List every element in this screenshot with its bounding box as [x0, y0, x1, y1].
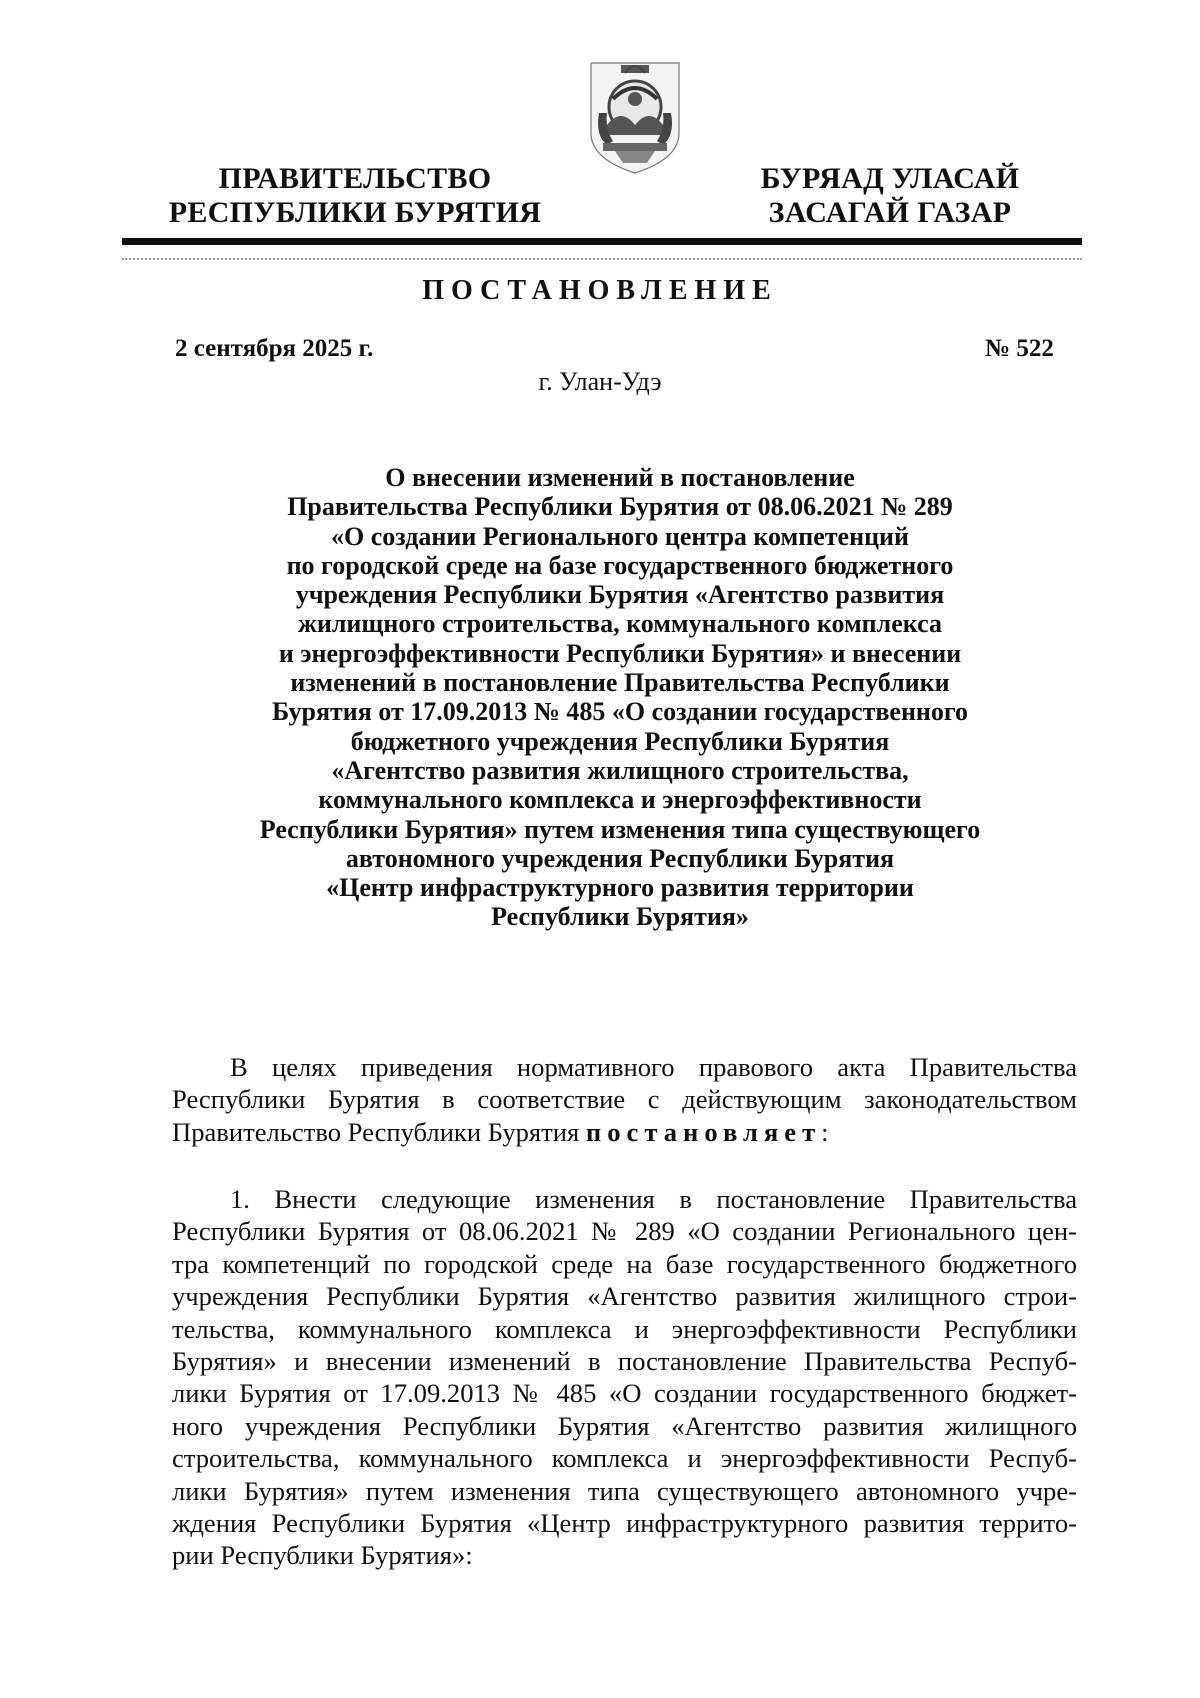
preamble-line: Республики Бурятия в соответствие с действующим законодательством [172, 1084, 1077, 1115]
subject-line: и энергоэффективности Республики Бурятия» и внесении [278, 638, 962, 668]
item-1-line: рии Республики Бурятия»: [172, 1540, 473, 1571]
subject-line: О внесении изменений в постановление [385, 463, 855, 492]
document-type-title: ПОСТАНОВЛЕНИЕ [422, 275, 778, 306]
government-name-ru [150, 162, 560, 230]
item-1-line: Бурятия» и внесении изменений в постановление Правительства Респуб- [172, 1346, 1077, 1377]
header-right-line1: БУРЯАД УЛАСАЙ [760, 162, 1020, 195]
item-1-line: учреждения Республики Бурятия «Агентство развития жилищного строи- [172, 1281, 1077, 1312]
document-date: 2 сентября 2025 г. [175, 335, 374, 362]
preamble-line3-text: Правительство Республики Бурятия [172, 1116, 586, 1147]
subject-line: по городской среде на базе государственного бюджетного [286, 550, 954, 580]
subject-line: Республики Бурятия» путем изменения типа существующего [259, 814, 981, 844]
document-subject [200, 463, 1040, 932]
preamble-colon: : [821, 1116, 829, 1147]
item-1-line: ждения Республики Бурятия «Центр инфраструктурного развития террито- [172, 1508, 1077, 1539]
preamble-paragraph [172, 1051, 1077, 1148]
header-right-line2: ЗАСАГАЙ ГАЗАР [768, 196, 1012, 229]
item-1-line: строительства, коммунального комплекса и энергоэффективности Респуб- [172, 1443, 1077, 1474]
subject-line: «О создании Регионального центра компетенций [330, 521, 910, 551]
item-1-line: тельства, коммунального комплекса и энергоэффективности Республики [172, 1313, 1077, 1344]
subject-line: автономного учреждения Республики Бурятия [345, 843, 895, 873]
subject-line: Республики Бурятия» [491, 902, 749, 932]
header-left-line1: ПРАВИТЕЛЬСТВО [218, 162, 492, 195]
header-divider-thick [122, 238, 1082, 245]
resolves-keyword: постановляет [585, 1116, 822, 1147]
subject-line: Правительства Республики Бурятия от 08.06.2021 № 289 [287, 492, 953, 522]
subject-line: бюджетного учреждения Республики Бурятия [350, 726, 890, 756]
document-number: № 522 [985, 335, 1054, 362]
preamble-line: В целях приведения нормативного правового акта Правительства [230, 1052, 1077, 1082]
item-1-line: 1. Внести следующие изменения в постановление Правительства [230, 1184, 1077, 1214]
subject-line: жилищного строительства, коммунального комплекса [298, 609, 942, 639]
subject-line: изменений в постановление Правительства Республики [290, 668, 950, 698]
government-name-bua [720, 162, 1060, 230]
preamble-line [172, 1116, 1077, 1148]
subject-line: Бурятия от 17.09.2013 № 485 «О создании государственного [271, 697, 969, 727]
subject-line: «Центр инфраструктурного развития территории [326, 873, 914, 903]
subject-line: коммунального комплекса и энергоэффективности [318, 785, 922, 815]
item-1-line: ного учреждения Республики Бурятия «Агентство развития жилищного [172, 1410, 1077, 1441]
item-1-line: тра компетенций по городской среде на базе государственного бюджетного [172, 1248, 1077, 1279]
coat-of-arms-icon [585, 55, 685, 177]
item-1-paragraph [172, 1183, 1077, 1572]
header-divider-thin [122, 258, 1082, 260]
subject-line: учреждения Республики Бурятия «Агентство развития [295, 580, 945, 610]
header-left-line2: РЕСПУБЛИКИ БУРЯТИЯ [168, 196, 542, 229]
subject-line: «Агентство развития жилищного строительства, [331, 755, 909, 785]
item-1-line: лики Бурятия от 17.09.2013 № 485 «О создании государственного бюджет- [172, 1378, 1077, 1409]
document-city: г. Улан-Удэ [538, 367, 662, 396]
item-1-line: лики Бурятия» путем изменения типа существующего автономного учре- [172, 1475, 1077, 1506]
item-1-line: Республики Бурятия от 08.06.2021 № 289 «О создании Регионального цен- [172, 1216, 1077, 1247]
